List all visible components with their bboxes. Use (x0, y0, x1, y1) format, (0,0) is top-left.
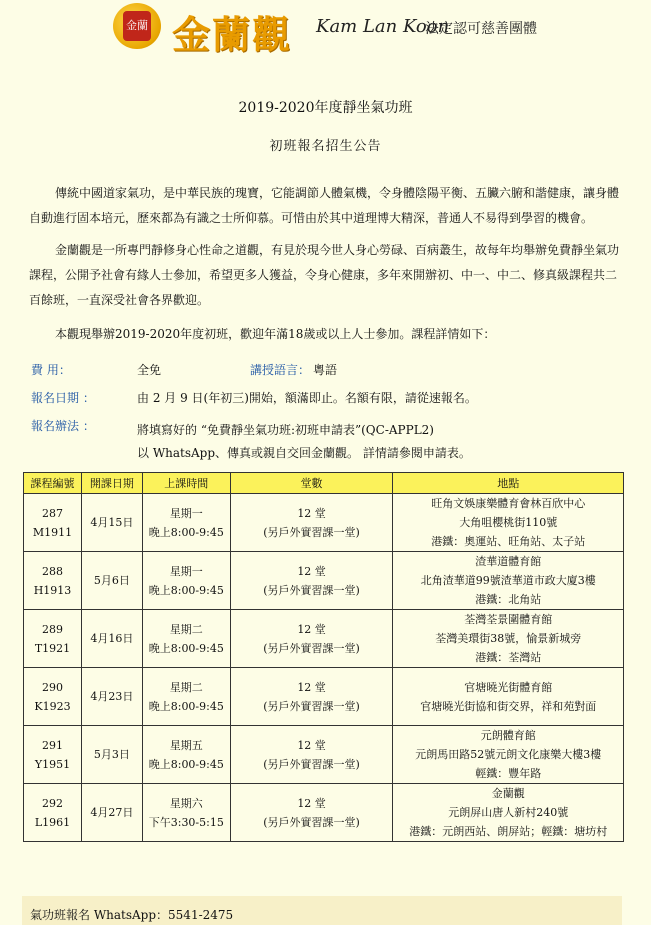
cell-code: 287 M1911 (24, 494, 82, 552)
cell-day: 星期五 (169, 738, 203, 752)
method-line-1: 將填寫好的 “免費靜坐氣功班:初班申請表”(QC-APPL2) (137, 423, 434, 437)
cell-code: 290 K1923 (24, 668, 82, 726)
cell-hours: 晚上8:00-9:45 (148, 583, 224, 597)
cell-hours: 晚上8:00-9:45 (148, 525, 224, 539)
table-row (24, 668, 624, 726)
cell-lesson-note: (另戶外實習課一堂) (263, 583, 360, 597)
cell-time (142, 610, 230, 668)
cell-lessons (230, 668, 393, 726)
location-transport: 港鐵：北角站 (475, 593, 542, 606)
cell-lesson-count: 12 堂 (297, 796, 326, 810)
language-value: 粵語 (313, 363, 338, 377)
logo-tagline: 法定認可慈善團體 (425, 21, 537, 37)
table-header-row (24, 473, 624, 494)
cell-lessons (230, 552, 393, 610)
header-start-date: 開課日期 (81, 473, 142, 494)
intro-paragraph-2: 金蘭觀是一所專門靜修身心性命之道觀，有見於現今世人身心勞碌、百病叢生，故每年均舉辦免費靜坐氣功課程，公開予社會有緣人士參加，希望更多人獲益，令身心健康，多年來開辦初、中一、中二、修真級課程共二百餘班，一直深受社會各界歡迎。 (29, 243, 620, 307)
cell-lesson-note: (另戶外實習課一堂) (263, 641, 360, 655)
cell-hours: 下午3:30-5:15 (148, 815, 224, 829)
cell-lessons (230, 494, 393, 552)
location-address: 官塘曉光街協和街交界，祥和苑對面 (420, 699, 597, 713)
location-address: 北角渣華道99號渣華道市政大廈3樓 (420, 574, 596, 587)
cell-location (393, 494, 624, 552)
cell-lesson-note: (另戶外實習課一堂) (263, 757, 360, 771)
cell-code: 288 H1913 (24, 552, 82, 610)
cell-lesson-note: (另戶外實習課一堂) (263, 815, 360, 829)
intro-paragraph-1: 傳統中國道家氣功，是中華民族的瑰寶，它能調節人體氣機，令身體陰陽平衡、五臟六腑和諧健康，讓身體自動進行固本培元，歷來都為有識之士所仰慕。可惜由於其中道理博大精深，普通人不易得到學習的機會。 (29, 186, 620, 225)
cell-location (393, 668, 624, 726)
footer-whatsapp-text: 氣功班報名 WhatsApp：5541-2475 (30, 908, 234, 922)
logo-name-chinese: 金蘭觀 (172, 13, 293, 57)
table-row (24, 726, 624, 784)
cell-code: 292 L1961 (24, 784, 82, 842)
cell-hours: 晚上8:00-9:45 (148, 641, 224, 655)
cell-day: 星期一 (169, 506, 203, 520)
cell-code: 291 Y1951 (24, 726, 82, 784)
fee-value: 全免 (137, 363, 162, 377)
cell-lessons (230, 726, 393, 784)
cell-location (393, 552, 624, 610)
cell-lesson-count: 12 堂 (297, 622, 326, 636)
location-address: 元朗屏山唐人新村240號 (448, 806, 569, 819)
location-venue: 荃灣荃景圍體育館 (464, 613, 553, 626)
language-label: 講授語言： (250, 363, 311, 377)
cell-lessons (230, 610, 393, 668)
table-row (24, 784, 624, 842)
logo-name-english: Kam Lan Koon (316, 16, 450, 37)
cell-time (142, 784, 230, 842)
cell-lesson-note: (另戶外實習課一堂) (263, 525, 360, 539)
location-venue: 官塘曉光街體育館 (464, 680, 553, 694)
location-venue: 旺角文娛康樂體育會林百欣中心 (431, 497, 586, 510)
location-venue: 元朗體育館 (480, 729, 536, 742)
cell-day: 星期六 (169, 796, 203, 810)
cell-date: 4月27日 (81, 784, 142, 842)
cell-day: 星期一 (169, 564, 203, 578)
date-value: 由 2 月 9 日(年初三)開始，額滿即止。名額有限，請從速報名。 (137, 391, 477, 405)
header-code: 課程編號 (24, 473, 82, 494)
header-location: 地點 (393, 473, 624, 494)
page-title: 2019-2020年度靜坐氣功班 (238, 100, 413, 116)
cell-lesson-note: (另戶外實習課一堂) (263, 699, 360, 713)
cell-lessons (230, 784, 393, 842)
cell-day: 星期二 (169, 622, 203, 636)
page-subtitle: 初班報名招生公告 (269, 139, 382, 154)
cell-day: 星期二 (169, 680, 203, 694)
cell-time (142, 552, 230, 610)
header-class-time: 上課時間 (142, 473, 230, 494)
table-row (24, 610, 624, 668)
cell-date: 5月3日 (81, 726, 142, 784)
cell-date: 4月23日 (81, 668, 142, 726)
cell-time (142, 494, 230, 552)
location-address: 荃灣美環街38號，愉景新城旁 (435, 632, 582, 645)
logo-seal-icon (113, 3, 161, 49)
cell-lesson-count: 12 堂 (297, 506, 326, 520)
location-transport: 輕鐵：豐年路 (475, 767, 542, 780)
cell-date: 4月15日 (81, 494, 142, 552)
location-venue: 渣華道體育館 (475, 555, 542, 568)
location-address: 大角咀櫻桃街110號 (459, 516, 558, 529)
method-line-2: 以 WhatsApp、傳真或親自交回金蘭觀。 詳情請參閱申請表。 (137, 446, 471, 460)
location-transport: 港鐵：奧運站、旺角站、太子站 (431, 535, 586, 548)
cell-location (393, 610, 624, 668)
cell-lesson-count: 12 堂 (297, 680, 326, 694)
cell-lesson-count: 12 堂 (297, 738, 326, 752)
cell-time (142, 726, 230, 784)
intro-paragraph-3: 本觀現舉辦2019-2020年度初班，歡迎年滿18歲或以上人士參加。課程詳情如下： (55, 327, 496, 341)
date-label: 報名日期 ： (31, 391, 95, 405)
cell-hours: 晚上8:00-9:45 (148, 757, 224, 771)
footer-bar (22, 896, 622, 925)
header (0, 0, 651, 55)
location-transport: 港鐵：荃灣站 (475, 651, 542, 664)
cell-location (393, 784, 624, 842)
table-row (24, 494, 624, 552)
cell-code: 289 T1921 (24, 610, 82, 668)
location-venue: 金蘭觀 (491, 787, 525, 800)
cell-hours: 晚上8:00-9:45 (148, 699, 224, 713)
course-table (23, 472, 624, 842)
fee-label: 費 用： (31, 363, 71, 377)
method-label: 報名辦法 ： (31, 419, 95, 433)
cell-lesson-count: 12 堂 (297, 564, 326, 578)
location-transport: 港鐵：元朗西站、朗屏站；輕鐵：塘坊村 (409, 825, 608, 838)
cell-location (393, 726, 624, 784)
location-address: 元朗馬田路52號元朗文化康樂大樓3樓 (415, 748, 602, 761)
logo-seal-text: 金蘭 (123, 11, 151, 41)
cell-time (142, 668, 230, 726)
header-lessons: 堂數 (230, 473, 393, 494)
cell-date: 4月16日 (81, 610, 142, 668)
table-row (24, 552, 624, 610)
cell-date: 5月6日 (81, 552, 142, 610)
